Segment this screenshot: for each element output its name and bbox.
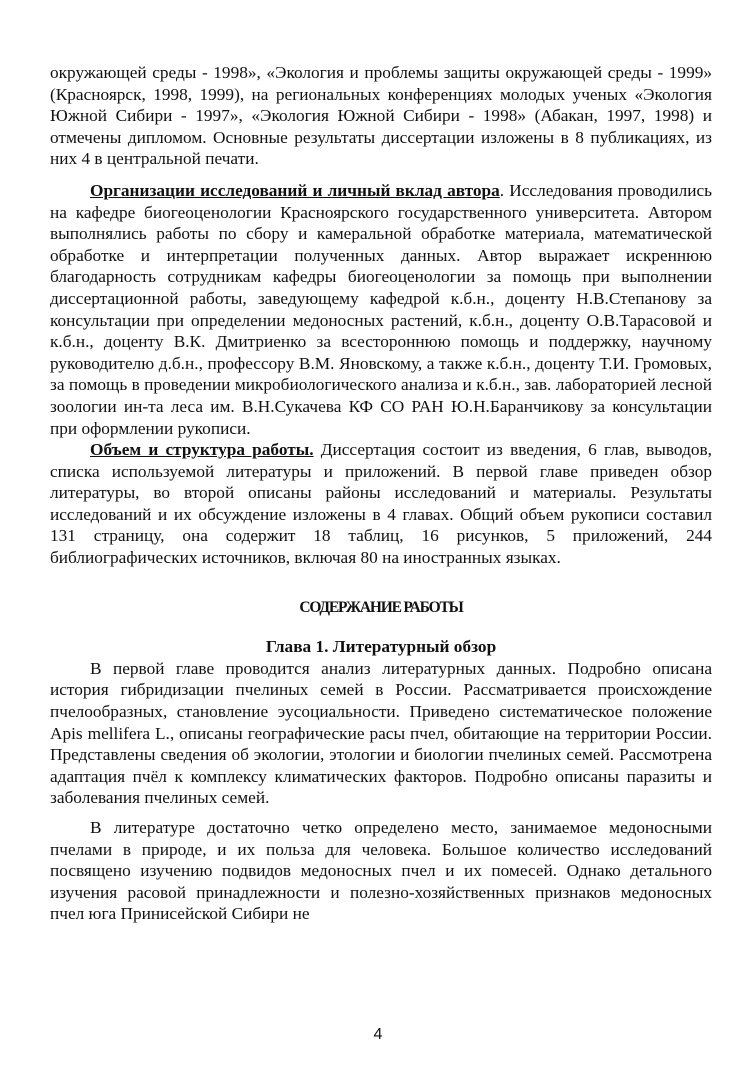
structure-text: Диссертация состоит из введения, 6 глав, выводов, списка используемой литературы и приложений. В первой главе приведен обзор литературы, во второй описаны районы исследований и материалы. Результаты исследований и их обсуждение изложены в 4 главах. Общий объем рукописи составил 131 страницу, она содержит 18 таблиц, 16 рисунков, 5 приложений, 244 библиографических источников, включая 80 на иностранных языках.	[50, 440, 712, 568]
page-number: 4	[373, 1026, 383, 1043]
organization-heading-dot: .	[499, 180, 510, 200]
structure-heading: Объем и структура работы.	[90, 440, 314, 460]
document-page	[50, 62, 712, 925]
chapter-paragraph-1: В первой главе проводится анализ литературных данных. Подробно описана история гибридизации пчелиных семей в России. Рассматривается происхождение пчелообразных, становление эусоциальности. Приведено систематическое положение Apis mellifera L., описаны географические расы пчел, обитающие на территории России. Представлены сведения об экологии, этологии и биологии пчелиных семей. Рассмотрена адаптация пчёл к комплексу климатических факторов. Подробно описаны паразиты и заболевания пчелиных семей.	[50, 658, 712, 808]
organization-text: Исследования проводились на кафедре биогеоценологии Красноярского государственного университета. Автором выполнялись работы по сбору и камеральной обработке материала, математической обработке и интерпретации полученных данных. Автор выражает искреннюю благодарность сотрудникам кафедры биогеоценологии за помощь при выполнении диссертационной работы, заведующему кафедрой к.б.н., доценту Н.В.Степанову за консультации при определении медоносных растений, к.б.н., доценту О.В.Тарасовой и к.б.н., доценту В.К. Дмитриенко за всестороннюю помощь и поддержку, научному руководителю д.б.н., профессору В.М. Яновскому, а также к.б.н., доценту Т.И. Громовых, за помощь в проведении микробиологического анализа и к.б.н., зав. лабораторией лесной зоологии ин-та леса им. В.Н.Сукачева КФ СО РАН Ю.Н.Баранчикову за консультации при оформлении рукописи.	[50, 180, 712, 438]
organization-paragraph	[50, 180, 712, 439]
structure-paragraph	[50, 439, 712, 569]
section-title: СОДЕРЖАНИЕ РАБОТЫ	[299, 598, 463, 616]
chapter-title: Глава 1. Литературный обзор	[265, 637, 497, 657]
organization-heading: Организации исследований и личный вклад автора	[90, 180, 500, 200]
chapter-paragraph-2: В литературе достаточно четко определено место, занимаемое медоносными пчелами в природе, и их польза для человека. Большое количество исследований посвящено изучению подвидов медоносных пчел и их помесей. Однако детального изучения расовой принадлежности и полезно-хозяйственных признаков медоносных пчел юга Принисейской Сибири не	[50, 818, 712, 924]
intro-continuation-paragraph: окружающей среды - 1998», «Экология и проблемы защиты окружающей среды - 1999» (Красноярск, 1998, 1999), на региональных конференциях молодых ученых «Экология Южной Сибири - 1997», «Экология Южной Сибири - 1998» (Абакан, 1997, 1998) и отмечены дипломом. Основные результаты диссертации изложены в 8 публикациях, из них 4 в центральной печати.	[50, 63, 712, 169]
